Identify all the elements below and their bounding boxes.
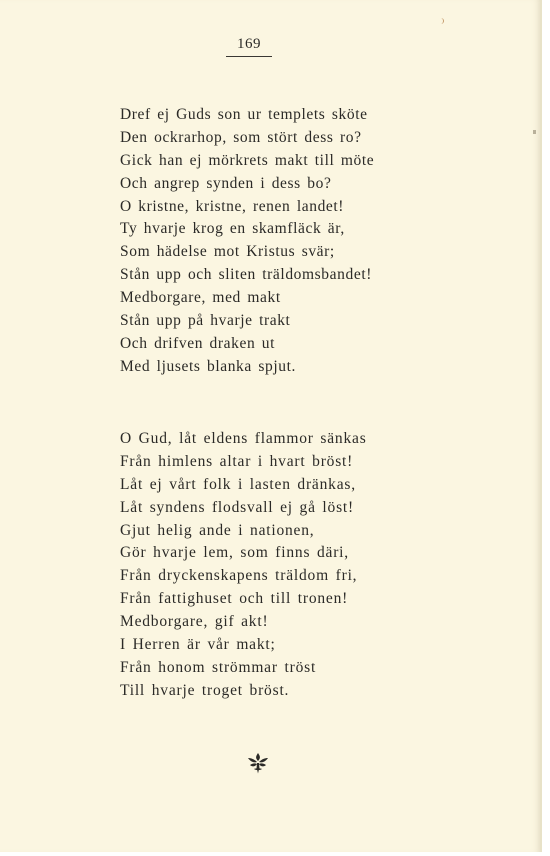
verse-line: Som hädelse mot Kristus svär; xyxy=(120,243,335,261)
verse-line: Gick han ej mörkrets makt till möte xyxy=(120,151,375,169)
stanza-1 xyxy=(120,104,374,379)
edge-mark xyxy=(533,130,536,134)
verse-line: Den ockrarhop, som stört dess ro? xyxy=(120,128,362,146)
verse-line: Låt ej vårt folk i lasten dränkas, xyxy=(120,475,356,493)
verse-line: Ty hvarje krog en skamfläck är, xyxy=(120,220,345,238)
verse-line: Från himlens altar i hvart bröst! xyxy=(120,452,354,470)
verse-line: Dref ej Guds son ur templets sköte xyxy=(120,106,368,123)
stanza-2 xyxy=(120,428,367,703)
verse-line: Och drifven draken ut xyxy=(120,334,276,352)
verse-line: O kristne, kristne, renen landet! xyxy=(120,197,345,215)
verse-line: Medborgare, med makt xyxy=(120,289,281,307)
fleuron-icon xyxy=(246,752,270,774)
verse-line: Från honom strömmar tröst xyxy=(120,658,317,676)
verse-line: Gör hvarje lem, som finns däri, xyxy=(120,544,349,562)
verse-line: Till hvarje troget bröst. xyxy=(120,681,290,699)
verse-line: O Gud, låt eldens flammor sänkas xyxy=(120,430,367,447)
verse-line: Stån upp på hvarje trakt xyxy=(120,312,291,330)
verse-line: Och angrep synden i dess bo? xyxy=(120,174,332,192)
verse-line: Stån upp och sliten träldomsbandet! xyxy=(120,266,372,284)
verse-line: I Herren är vår makt; xyxy=(120,636,276,654)
verse-line: Gjut helig ande i nationen, xyxy=(120,521,315,539)
verse-line: Från dryckenskapens träldom fri, xyxy=(120,567,358,585)
page-number-rule xyxy=(226,56,272,57)
page-number: 169 xyxy=(237,36,261,52)
verse-line: Låt syndens flodsvall ej gå löst! xyxy=(120,498,354,516)
paper-blemish xyxy=(439,18,444,24)
verse-line: Med ljusets blanka spjut. xyxy=(120,357,296,375)
verse-line: Medborgare, gif akt! xyxy=(120,613,269,631)
verse-line: Från fattighuset och till tronen! xyxy=(120,590,349,608)
